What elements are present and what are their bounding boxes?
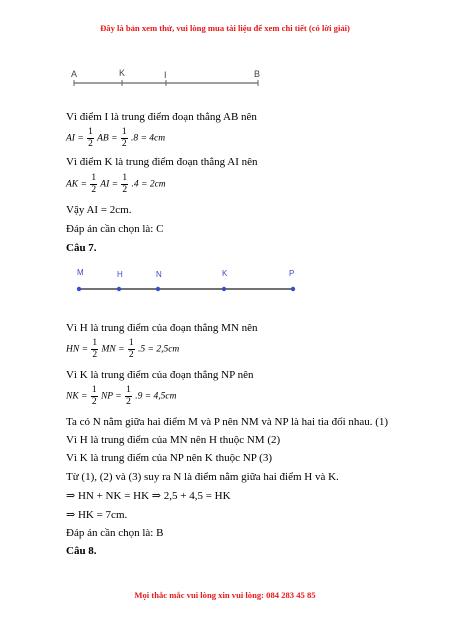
- text-line: Vì K là trung điểm của đoạn thẳng NP nên: [66, 369, 254, 381]
- point-label-b: B: [254, 69, 261, 79]
- fraction: $\frac{1}{2}$: [91, 385, 97, 407]
- point-label-a: A: [71, 69, 78, 79]
- text-line: Vì H là trung điểm của đoạn thẳng MN nên: [66, 322, 258, 334]
- eq-rhs: .4 = 2cm: [131, 179, 166, 190]
- point-label-k: K: [119, 68, 126, 78]
- fraction: $\frac{1}{2}$: [122, 173, 128, 195]
- eq-mid: MN =: [101, 344, 125, 355]
- point-label-k2: K: [222, 269, 228, 278]
- eq-mid: NP =: [100, 391, 122, 402]
- text-line: Vì H là trung điểm của MN nên H thuộc NM (2): [66, 434, 281, 446]
- answer-line: Đáp án cần chọn là: C: [66, 223, 164, 235]
- equation-ak: [66, 173, 166, 196]
- fraction: $\frac{1}{2}$: [92, 338, 98, 360]
- equation-hn: [66, 338, 179, 361]
- text-line: Vì điểm I là trung điểm đoạn thẳng AB nên: [66, 111, 257, 123]
- point-label-i: I: [164, 70, 167, 80]
- text-line: ⇒ HN + NK = HK ⇒ 2,5 + 4,5 = HK: [66, 490, 231, 502]
- eq-rhs: .5 = 2,5cm: [138, 344, 180, 355]
- text-line: Vì K là trung điểm của NP nên K thuộc NP (3): [66, 452, 273, 464]
- text-line: Ta có N nằm giữa hai điểm M và P nên NM và NP là hai tia đối nhau. (1): [66, 416, 389, 428]
- eq-lhs: NK =: [66, 391, 88, 402]
- eq-rhs: .9 = 4,5cm: [135, 391, 177, 402]
- text-line: Vì điểm K là trung điểm đoạn thẳng AI nên: [66, 156, 258, 168]
- equation-ai: [66, 127, 165, 150]
- eq-lhs: AK =: [66, 179, 87, 190]
- question-heading: Câu 7.: [66, 242, 97, 254]
- eq-mid: AI =: [100, 179, 119, 190]
- contact-footer: Mọi thắc mắc vui lòng xin vui lòng: 084 283 45 85: [134, 590, 316, 600]
- fraction: $\frac{1}{2}$: [126, 385, 131, 407]
- equation-nk: [66, 385, 176, 408]
- point-label-m: M: [77, 268, 84, 277]
- eq-mid: AB =: [97, 133, 118, 144]
- fraction: $\frac{1}{2}$: [128, 338, 134, 360]
- fraction: $\frac{1}{2}$: [88, 127, 93, 149]
- segment-mp-figure: [66, 266, 306, 298]
- question-heading: Câu 8.: [66, 545, 97, 557]
- answer-line: Đáp án cần chọn là: B: [66, 527, 164, 539]
- preview-notice: Đây là bản xem thử, vui lòng mua tài liệu để xem chi tiết (có lời giải): [100, 23, 350, 33]
- segment-ab-figure: [66, 66, 276, 88]
- eq-lhs: AI =: [66, 133, 84, 144]
- text-line: Từ (1), (2) và (3) suy ra N là điểm nằm giữa hai điểm H và K.: [66, 471, 339, 483]
- eq-rhs: .8 = 4cm: [131, 133, 166, 144]
- point-label-n: N: [156, 270, 162, 279]
- text-line: Vậy AI = 2cm.: [66, 204, 132, 216]
- eq-lhs: HN =: [66, 344, 88, 355]
- text-line: ⇒ HK = 7cm.: [66, 509, 128, 521]
- fraction: $\frac{1}{2}$: [91, 173, 97, 195]
- point-label-p: P: [289, 269, 295, 278]
- point-label-h: H: [117, 270, 123, 279]
- fraction: $\frac{1}{2}$: [121, 127, 127, 149]
